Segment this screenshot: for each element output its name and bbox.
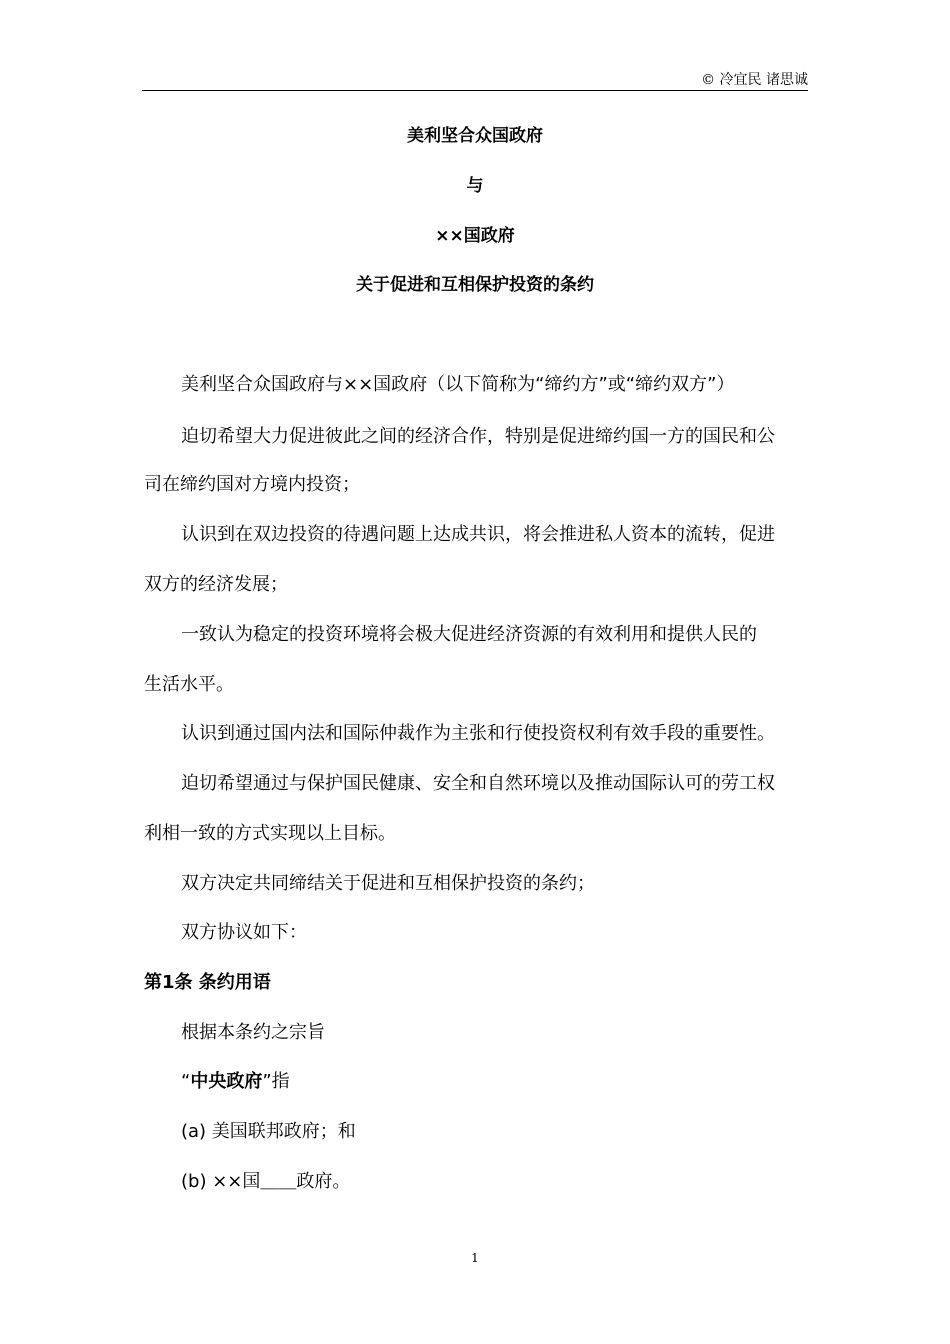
term-suffix: 指	[271, 1071, 290, 1092]
preamble-line: 双方协议如下：	[181, 922, 307, 943]
definition-term-line	[181, 1069, 290, 1095]
term-open-quote: “	[181, 1071, 191, 1092]
article-1-heading: 第1条 条约用语	[144, 972, 271, 993]
title-line-1: 美利坚合众国政府	[407, 126, 543, 146]
header-copyright: © 冷宜民 诸思诚	[701, 72, 808, 88]
preamble-line: 迫切希望大力促进彼此之间的经济合作，特别是促进缔约国一方的国民和公	[181, 426, 775, 447]
preamble-line: 一致认为稳定的投资环境将会极大促进经济资源的有效利用和提供人民的	[181, 624, 757, 645]
page-header	[142, 70, 808, 91]
preamble-line: 迫切希望通过与保护国民健康、安全和自然环境以及推动国际认可的劳工权	[181, 773, 775, 794]
term-close-quote: ”	[262, 1071, 272, 1092]
preamble-line: 双方的经济发展；	[144, 574, 288, 595]
definition-item-a: (a) 美国联邦政府；和	[181, 1121, 356, 1142]
preamble-line: 美利坚合众国政府与××国政府（以下简称为“缔约方”或“缔约双方”）	[181, 374, 735, 395]
title-line-2: 与	[466, 176, 484, 196]
title-line-4: 关于促进和互相保护投资的条约	[356, 275, 594, 295]
page-number: 1	[471, 1251, 479, 1265]
article-1-intro: 根据本条约之宗旨	[181, 1022, 325, 1043]
preamble-line: 认识到在双边投资的待遇问题上达成共识，将会推进私人资本的流转，促进	[181, 524, 775, 545]
preamble-line: 利相一致的方式实现以上目标。	[144, 823, 396, 844]
preamble-line: 认识到通过国内法和国际仲裁作为主张和行使投资权利有效手段的重要性。	[181, 723, 775, 744]
preamble-line: 双方决定共同缔结关于促进和互相保护投资的条约；	[181, 873, 595, 894]
defined-term: 中央政府	[190, 1071, 263, 1092]
definition-item-b: (b) ××国＿＿政府。	[181, 1171, 351, 1192]
preamble-line: 司在缔约国对方境内投资；	[144, 474, 360, 495]
title-line-3: ××国政府	[435, 226, 515, 246]
preamble-line: 生活水平。	[144, 674, 234, 695]
